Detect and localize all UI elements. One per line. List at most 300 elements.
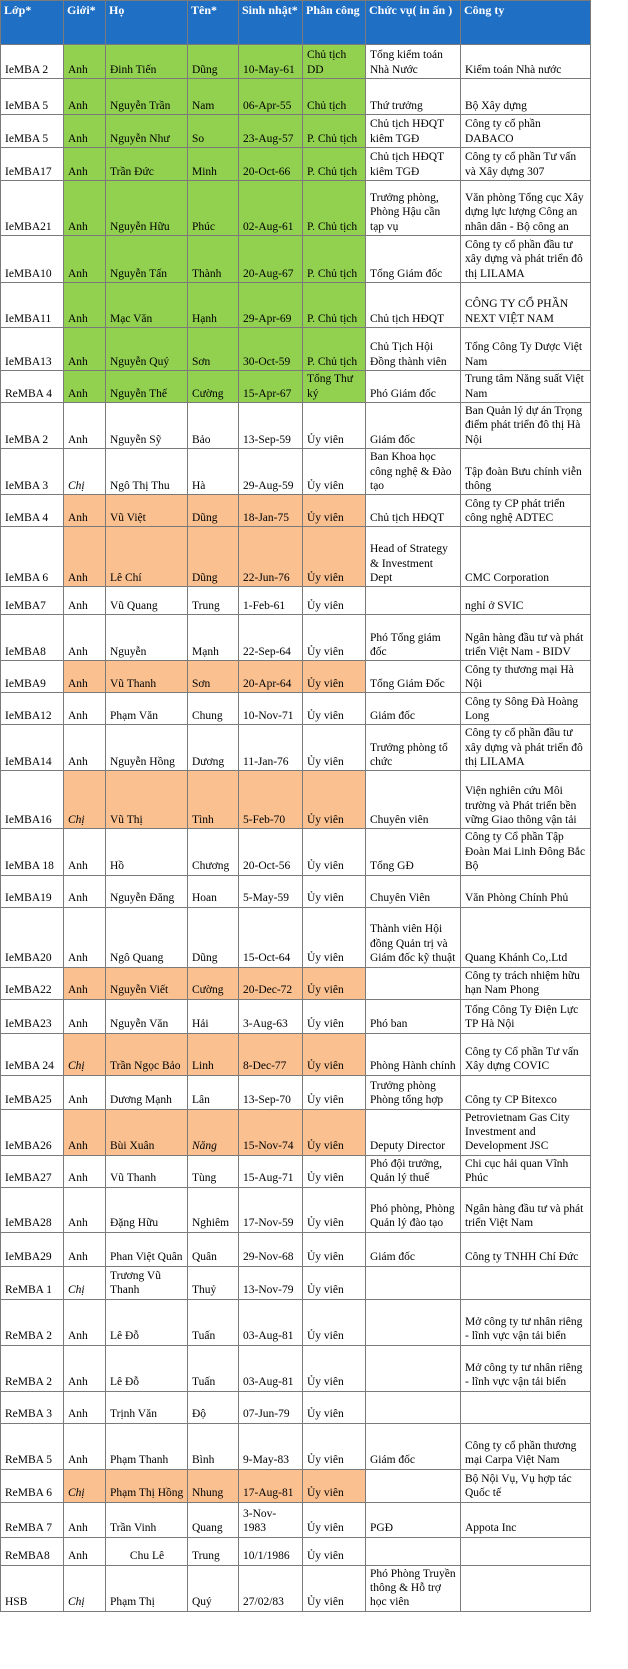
class-cell: IeMBA 4 [1,495,64,527]
class-cell: IeMBA20 [1,907,64,967]
class-cell: IeMBA 24 [1,1033,64,1075]
company-cell: Công ty TNHH Chí Đức [461,1232,591,1266]
birthday-cell: 13-Sep-59 [239,403,303,449]
birthday-cell: 03-Aug-81 [239,1345,303,1391]
surname-cell: Hồ [106,829,188,875]
surname-cell: Mạc Văn [106,283,188,328]
first-name-cell: Chung [188,693,239,725]
surname-cell: Vũ Thị [106,771,188,829]
table-row [1,1345,591,1391]
gender-cell: Anh [64,907,106,967]
first-name-cell: Linh [188,1033,239,1075]
assignment-cell: Ủy viên [303,1033,366,1075]
position-cell: Phòng Hành chính [366,1033,461,1075]
surname-cell: Nguyễn Hữu [106,181,188,236]
position-cell [366,1299,461,1345]
surname-cell: Vũ Thanh [106,1155,188,1187]
class-cell: IeMBA8 [1,615,64,661]
class-cell: ReMBA 2 [1,1345,64,1391]
surname-cell: Ngô Quang [106,907,188,967]
class-cell: IeMBA7 [1,587,64,615]
col-header-first-name: Tên* [188,1,239,45]
assignment-cell: Ủy viên [303,1423,366,1469]
company-cell: Tổng Công Ty Điện Lực TP Hà Nội [461,999,591,1033]
company-cell [461,1537,591,1565]
birthday-cell: 18-Jan-75 [239,495,303,527]
birthday-cell: 11-Jan-76 [239,725,303,771]
surname-cell: Bùi Xuân [106,1109,188,1155]
assignment-cell: Ủy viên [303,1391,366,1423]
company-cell: Ban Quản lý dự án Trọng điểm phát triển đô thị Hà Nội [461,403,591,449]
first-name-cell: Nam [188,79,239,115]
table-body [1,45,591,1612]
surname-cell: Nguyễn Sỹ [106,403,188,449]
table-row [1,371,591,403]
position-cell: Giám đốc [366,403,461,449]
table-row [1,1187,591,1232]
company-cell: CÔNG TY CỔ PHẦN NEXT VIỆT NAM [461,283,591,328]
birthday-cell: 29-Nov-68 [239,1232,303,1266]
assignment-cell: Ủy viên [303,1565,366,1611]
gender-cell: Anh [64,495,106,527]
birthday-cell: 29-Apr-69 [239,283,303,328]
surname-cell: Nguyễn [106,615,188,661]
birthday-cell: 13-Nov-79 [239,1266,303,1299]
class-cell: ReMBA 2 [1,1299,64,1345]
birthday-cell: 13-Sep-70 [239,1075,303,1109]
assignment-cell: Ủy viên [303,403,366,449]
company-cell [461,1266,591,1299]
position-cell [366,1266,461,1299]
position-cell: Phó đội trưởng, Quản lý thuế [366,1155,461,1187]
class-cell: ReMBA 5 [1,1423,64,1469]
birthday-cell: 22-Jun-76 [239,527,303,587]
table-row [1,181,591,236]
gender-cell: Anh [64,115,106,148]
gender-cell: Anh [64,1502,106,1537]
assignment-cell: Ủy viên [303,1232,366,1266]
surname-cell: Nguyễn Tấn [106,236,188,283]
surname-cell: Trần Ngọc Bảo [106,1033,188,1075]
company-cell: Tổng Công Ty Dược Việt Nam [461,328,591,371]
class-cell: IeMBA16 [1,771,64,829]
gender-cell: Chị [64,1266,106,1299]
gender-cell: Chị [64,1033,106,1075]
gender-cell: Anh [64,79,106,115]
class-cell: IeMBA12 [1,693,64,725]
gender-cell: Anh [64,328,106,371]
class-cell: IeMBA14 [1,725,64,771]
class-cell: IeMBA 6 [1,527,64,587]
first-name-cell: Hà [188,449,239,495]
gender-cell: Chị [64,449,106,495]
gender-cell: Anh [64,148,106,181]
table-row [1,1299,591,1345]
position-cell: Tổng Giám đốc [366,236,461,283]
position-cell: Tổng Giám Đốc [366,661,461,693]
class-cell: IeMBA28 [1,1187,64,1232]
gender-cell: Anh [64,999,106,1033]
company-cell: Công ty cổ phần Tư vấn và Xây dựng 307 [461,148,591,181]
surname-cell: Chu Lê [106,1537,188,1565]
class-cell: IeMBA22 [1,967,64,999]
first-name-cell: Thuỷ [188,1266,239,1299]
surname-cell: Trần Vinh [106,1502,188,1537]
class-cell: IeMBA19 [1,875,64,907]
first-name-cell: Tình [188,771,239,829]
class-cell: IeMBA23 [1,999,64,1033]
company-cell: nghỉ ở SVIC [461,587,591,615]
gender-cell: Anh [64,1423,106,1469]
birthday-cell: 20-Oct-56 [239,829,303,875]
position-cell [366,967,461,999]
gender-cell: Anh [64,371,106,403]
gender-cell: Anh [64,403,106,449]
assignment-cell: Chủ tịch DD [303,45,366,79]
assignment-cell: Ủy viên [303,1469,366,1502]
company-cell: Tập đoàn Bưu chính viễn thông [461,449,591,495]
assignment-cell: Ủy viên [303,495,366,527]
surname-cell: Trịnh Văn [106,1391,188,1423]
class-cell: ReMBA 6 [1,1469,64,1502]
birthday-cell: 3-Aug-63 [239,999,303,1033]
header-row [1,1,591,45]
table-row [1,875,591,907]
assignment-cell: Tổng Thư ký [303,371,366,403]
first-name-cell: So [188,115,239,148]
class-cell: HSB [1,1565,64,1611]
birthday-cell: 10-Nov-71 [239,693,303,725]
assignment-cell: Ủy viên [303,1299,366,1345]
company-cell: Công ty cổ phần thương mại Carpa Việt Nam [461,1423,591,1469]
birthday-cell: 20-Dec-72 [239,967,303,999]
company-cell: Công ty Cổ phần Tư vấn Xây dựng COVIC [461,1033,591,1075]
position-cell: Trưởng phòng Phòng tổng hợp [366,1075,461,1109]
class-cell: IeMBA17 [1,148,64,181]
class-cell: ReMBA 3 [1,1391,64,1423]
surname-cell: Đinh Tiến [106,45,188,79]
first-name-cell: Dũng [188,45,239,79]
class-cell: ReMBA 1 [1,1266,64,1299]
gender-cell: Anh [64,587,106,615]
position-cell: Chủ tịch HĐQT kiêm TGĐ [366,148,461,181]
assignment-cell: P. Chủ tịch [303,236,366,283]
table-row [1,615,591,661]
class-cell: IeMBA26 [1,1109,64,1155]
class-cell: IeMBA10 [1,236,64,283]
position-cell: Thành viên Hội đồng Quản trị và Giám đốc kỹ thuật [366,907,461,967]
surname-cell: Nguyễn Quý [106,328,188,371]
table-row [1,527,591,587]
gender-cell: Anh [64,615,106,661]
position-cell: Chủ Tịch Hội Đồng thành viên [366,328,461,371]
table-row [1,1109,591,1155]
first-name-cell: Cường [188,967,239,999]
company-cell: Ngân hàng đầu tư và phát triển Việt Nam - BIDV [461,615,591,661]
class-cell: ReMBA 7 [1,1502,64,1537]
col-header-company: Công ty [461,1,591,45]
gender-cell: Anh [64,45,106,79]
assignment-cell: P. Chủ tịch [303,328,366,371]
col-header-position: Chức vụ( in ấn ) [366,1,461,45]
gender-cell: Anh [64,1232,106,1266]
company-cell: Công ty Cổ phần Tập Đoàn Mai Linh Đông Bắc Bộ [461,829,591,875]
table-row [1,1502,591,1537]
position-cell: Phó Tổng giám đốc [366,615,461,661]
birthday-cell: 15-Aug-71 [239,1155,303,1187]
position-cell: Tổng kiểm toán Nhà Nước [366,45,461,79]
assignment-cell: P. Chủ tịch [303,115,366,148]
surname-cell: Phạm Thanh [106,1423,188,1469]
gender-cell: Anh [64,1299,106,1345]
assignment-cell: Ủy viên [303,1266,366,1299]
first-name-cell: Minh [188,148,239,181]
position-cell: Trưởng phòng tổ chức [366,725,461,771]
gender-cell: Anh [64,283,106,328]
first-name-cell: Hoan [188,875,239,907]
position-cell [366,1469,461,1502]
company-cell [461,1565,591,1611]
table-row [1,148,591,181]
gender-cell: Chị [64,771,106,829]
table-row [1,403,591,449]
surname-cell: Lê Đỗ [106,1299,188,1345]
gender-cell: Anh [64,1155,106,1187]
class-cell: IeMBA21 [1,181,64,236]
birthday-cell: 06-Apr-55 [239,79,303,115]
company-cell: Quang Khánh Co,.Ltd [461,907,591,967]
birthday-cell: 30-Oct-59 [239,328,303,371]
position-cell: Phó phòng, Phòng Quản lý đào tạo [366,1187,461,1232]
birthday-cell: 15-Apr-67 [239,371,303,403]
assignment-cell: Ủy viên [303,661,366,693]
table-row [1,115,591,148]
assignment-cell: Chủ tịch [303,79,366,115]
gender-cell: Anh [64,527,106,587]
position-cell: Phó ban [366,999,461,1033]
assignment-cell: Ủy viên [303,1537,366,1565]
gender-cell: Anh [64,1187,106,1232]
position-cell: Trưởng phòng, Phòng Hậu cần tạp vụ [366,181,461,236]
class-cell: IeMBA13 [1,328,64,371]
table-row [1,693,591,725]
assignment-cell: Ủy viên [303,1075,366,1109]
first-name-cell: Trung [188,1537,239,1565]
surname-cell: Nguyễn Đăng [106,875,188,907]
birthday-cell: 17-Aug-81 [239,1469,303,1502]
assignment-cell: Ủy viên [303,829,366,875]
class-cell: IeMBA11 [1,283,64,328]
position-cell: Phó Phòng Truyền thông & Hỗ trợ học viên [366,1565,461,1611]
position-cell [366,1537,461,1565]
first-name-cell: Dương [188,725,239,771]
assignment-cell: Ủy viên [303,999,366,1033]
gender-cell: Chị [64,1469,106,1502]
company-cell: Kiểm toán Nhà nước [461,45,591,79]
first-name-cell: Nhung [188,1469,239,1502]
table-row [1,1391,591,1423]
first-name-cell: Hạnh [188,283,239,328]
first-name-cell: Bảo [188,403,239,449]
gender-cell: Anh [64,181,106,236]
gender-cell: Chị [64,1565,106,1611]
first-name-cell: Quân [188,1232,239,1266]
surname-cell: Dương Mạnh [106,1075,188,1109]
assignment-cell: Ủy viên [303,1155,366,1187]
position-cell: Chuyên Viên [366,875,461,907]
birthday-cell: 20-Apr-64 [239,661,303,693]
birthday-cell: 5-May-59 [239,875,303,907]
birthday-cell: 29-Aug-59 [239,449,303,495]
surname-cell: Phan Việt Quân [106,1232,188,1266]
birthday-cell: 5-Feb-70 [239,771,303,829]
birthday-cell: 8-Dec-77 [239,1033,303,1075]
birthday-cell: 27/02/83 [239,1565,303,1611]
table-row [1,1232,591,1266]
class-cell: IeMBA 3 [1,449,64,495]
first-name-cell: Sơn [188,328,239,371]
assignment-cell: Ủy viên [303,907,366,967]
gender-cell: Anh [64,1345,106,1391]
first-name-cell: Quang [188,1502,239,1537]
class-cell: IeMBA 18 [1,829,64,875]
surname-cell: Trương Vũ Thanh [106,1266,188,1299]
company-cell: Viện nghiên cứu Môi trường và Phát triển bền vững Giao thông vận tải [461,771,591,829]
first-name-cell: Dũng [188,907,239,967]
surname-cell: Nguyễn Viết [106,967,188,999]
class-cell: IeMBA25 [1,1075,64,1109]
company-cell: Petrovietnam Gas City Investment and Development JSC [461,1109,591,1155]
table-row [1,449,591,495]
company-cell: Chi cục hải quan Vĩnh Phúc [461,1155,591,1187]
first-name-cell: Trung [188,587,239,615]
company-cell: Văn Phòng Chính Phủ [461,875,591,907]
table-row [1,1266,591,1299]
birthday-cell: 02-Aug-61 [239,181,303,236]
position-cell [366,1345,461,1391]
surname-cell: Phạm Thị [106,1565,188,1611]
position-cell: PGĐ [366,1502,461,1537]
position-cell: Chủ tịch HĐQT [366,283,461,328]
table-row [1,79,591,115]
surname-cell: Đặng Hữu [106,1187,188,1232]
company-cell: Công ty CP phát triển công nghệ ADTEC [461,495,591,527]
class-cell: IeMBA9 [1,661,64,693]
assignment-cell: Ủy viên [303,1187,366,1232]
birthday-cell: 3-Nov-1983 [239,1502,303,1537]
assignment-cell: Ủy viên [303,1502,366,1537]
position-cell: Giám đốc [366,693,461,725]
company-cell: Bộ Xây dựng [461,79,591,115]
surname-cell: Nguyễn Hồng [106,725,188,771]
class-cell: IeMBA 5 [1,115,64,148]
surname-cell: Nguyễn Văn [106,999,188,1033]
first-name-cell: Nghiêm [188,1187,239,1232]
surname-cell: Trần Đức [106,148,188,181]
first-name-cell: Năng [188,1109,239,1155]
assignment-cell: P. Chủ tịch [303,181,366,236]
birthday-cell: 23-Aug-57 [239,115,303,148]
class-cell: IeMBA 5 [1,79,64,115]
table-row [1,771,591,829]
assignment-cell: Ủy viên [303,527,366,587]
gender-cell: Anh [64,693,106,725]
gender-cell: Anh [64,1391,106,1423]
table-row [1,495,591,527]
birthday-cell: 9-May-83 [239,1423,303,1469]
first-name-cell: Quý [188,1565,239,1611]
company-cell: Công ty cổ phần đầu tư xây dựng và phát triển đô thị LILAMA [461,725,591,771]
first-name-cell: Tuấn [188,1299,239,1345]
table-row [1,725,591,771]
company-cell: Công ty cổ phần đầu tư xây dựng và phát triển đô thị LILAMA [461,236,591,283]
birthday-cell: 22-Sep-64 [239,615,303,661]
position-cell: Tổng GĐ [366,829,461,875]
gender-cell: Anh [64,725,106,771]
surname-cell: Nguyễn Như [106,115,188,148]
first-name-cell: Chương [188,829,239,875]
position-cell: Chủ tịch HĐQT kiêm TGĐ [366,115,461,148]
assignment-cell: Ủy viên [303,1109,366,1155]
company-cell: Bộ Nội Vụ, Vụ hợp tác Quốc tế [461,1469,591,1502]
gender-cell: Anh [64,1109,106,1155]
assignment-cell: Ủy viên [303,587,366,615]
assignment-cell: Ủy viên [303,693,366,725]
class-cell: IeMBA29 [1,1232,64,1266]
company-cell: Appota Inc [461,1502,591,1537]
company-cell: Công ty trách nhiệm hữu hạn Nam Phong [461,967,591,999]
position-cell: Giám đốc [366,1232,461,1266]
surname-cell: Vũ Việt [106,495,188,527]
gender-cell: Anh [64,1537,106,1565]
company-cell: Công ty cổ phần DABACO [461,115,591,148]
company-cell: Công ty Sông Đà Hoàng Long [461,693,591,725]
table-row [1,328,591,371]
first-name-cell: Lân [188,1075,239,1109]
company-cell: Mở công ty tư nhân riêng - lĩnh vực vận tải biển [461,1345,591,1391]
company-cell: Trung tâm Năng suất Việt Nam [461,371,591,403]
gender-cell: Anh [64,661,106,693]
table-row [1,283,591,328]
table-row [1,967,591,999]
position-cell: Chủ tịch HĐQT [366,495,461,527]
assignment-cell: Ủy viên [303,875,366,907]
table-row [1,661,591,693]
col-header-class: Lớp* [1,1,64,45]
col-header-gender: Giới* [64,1,106,45]
company-cell: Mở công ty tư nhân riêng - lĩnh vực vận tải biển [461,1299,591,1345]
first-name-cell: Dũng [188,495,239,527]
first-name-cell: Sơn [188,661,239,693]
position-cell [366,587,461,615]
first-name-cell: Tuấn [188,1345,239,1391]
birthday-cell: 15-Nov-74 [239,1109,303,1155]
surname-cell: Nguyễn Trần [106,79,188,115]
table-row [1,1537,591,1565]
surname-cell: Vũ Thanh [106,661,188,693]
position-cell: Ban Khoa học công nghệ & Đào tạo [366,449,461,495]
company-cell: Công ty thương mại Hà Nội [461,661,591,693]
first-name-cell: Phúc [188,181,239,236]
table-row [1,236,591,283]
class-cell: IeMBA 2 [1,45,64,79]
table-row [1,587,591,615]
first-name-cell: Tùng [188,1155,239,1187]
surname-cell: Ngô Thị Thu [106,449,188,495]
col-header-birthday: Sinh nhật* [239,1,303,45]
assignment-cell: Ủy viên [303,967,366,999]
birthday-cell: 17-Nov-59 [239,1187,303,1232]
